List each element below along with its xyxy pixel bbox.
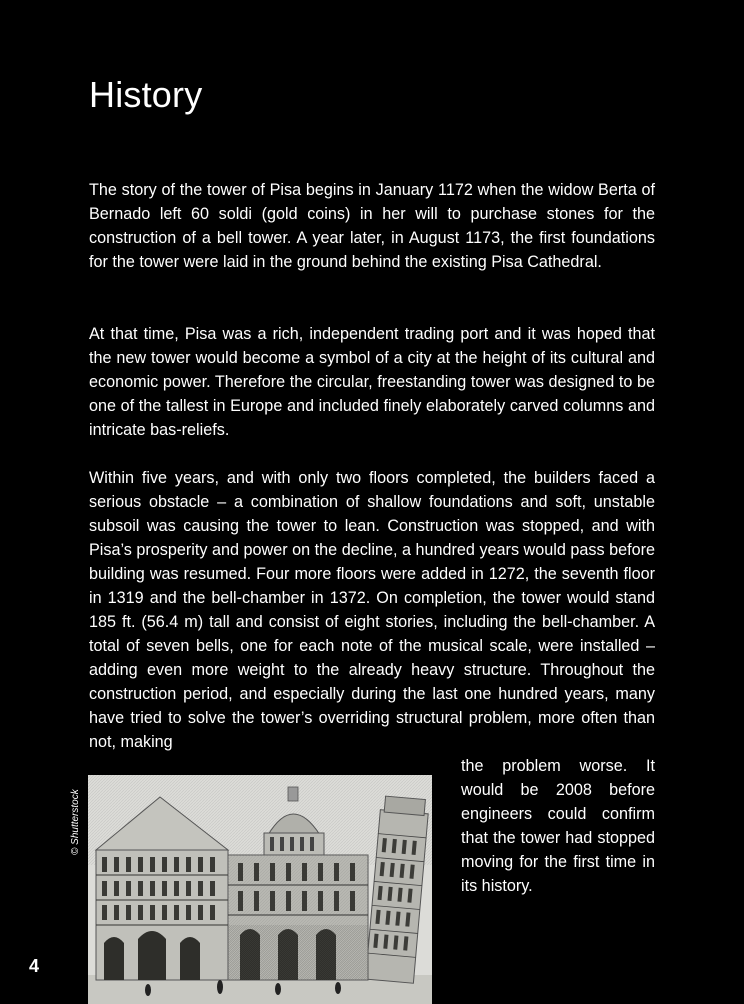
paragraph-3: Within five years, and with only two floors completed, the builders faced a serious obstacle – a combination of shallow foundations and soft, unstable subsoil was causing the tower to lean. Construction was stopped, and with Pisa’s prosperity and power on the decline, a hundred years would pass before building was resumed. Four more floors were added in 1272, the seventh floor in 1319 and the bell-chamber in 1372. On completion, the tower would stand 185 ft. (56.4 m) tall and consist of eight stories, including the bell-chamber. A total of seven bells, one for each note of the musical scale, were installed – adding even more weight to the already heavy structure. Throughout the construction period, and especially during the last one hundred years, many have tried to solve the tower’s overriding structural problem, more often than not, making — [89, 469, 655, 751]
cathedral-engraving-image — [88, 775, 432, 1004]
paragraph-3-continued: the problem worse. It would be 2008 before engineers could confirm that the tower had stopped moving for the first time in its history. — [461, 757, 655, 895]
photo-credit: © Shutterstock — [70, 789, 81, 855]
cathedral-illustration — [88, 775, 432, 1004]
paragraph-1: The story of the tower of Pisa begins in January 1172 when the widow Berta of Bernado left 60 soldi (gold coins) in her will to purchase stones for the construction of a bell tower. A year later, in August 1173, the first foundations for the tower were laid in the ground behind the existing Pisa Cathedral. — [89, 181, 655, 271]
page-title: History — [89, 74, 203, 115]
paragraph-2: At that time, Pisa was a rich, independent trading port and it was hoped that the new tower would become a symbol of a city at the height of its cultural and economic power. Therefore the circular, freestanding tower was designed to be one of the tallest in Europe and included finely elaborately carved columns and intricate bas-reliefs. — [89, 325, 655, 439]
page-number: 4 — [29, 956, 40, 976]
